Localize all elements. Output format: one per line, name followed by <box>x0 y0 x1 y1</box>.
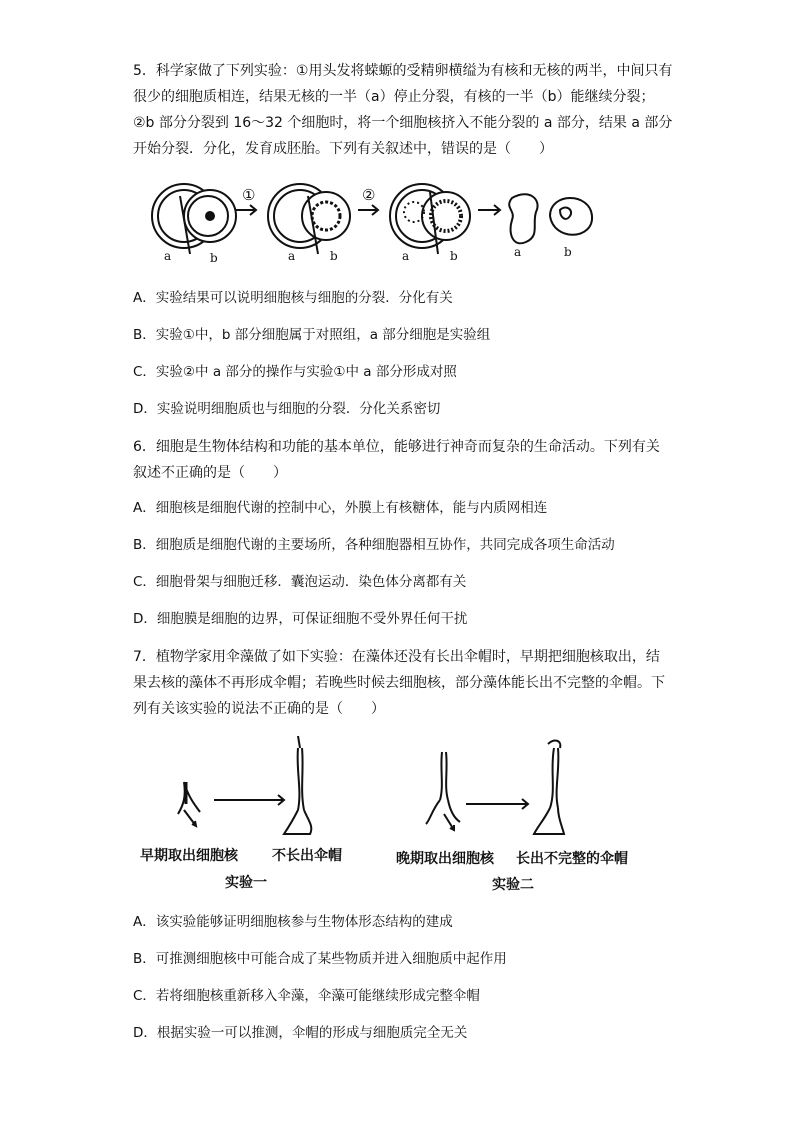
label-a-1: a <box>164 249 172 263</box>
question-7-text: 7．植物学家用伞藻做了如下实验：在藻体还没有长出伞帽时，早期把细胞核取出，结果去核的藻体不再形成伞帽；若晚些时候去细胞核，部分藻体能长出不完整的伞帽。下列有关该实验的说法不正确的是（ ） <box>133 649 665 717</box>
exp2-title: 实验二 <box>492 877 534 893</box>
label-b-3: b <box>450 249 458 263</box>
label-a-2: a <box>288 249 296 263</box>
acetabularia-experiment-figure <box>160 730 660 840</box>
question-5-text: 5．科学家做了下列实验：①用头发将蝾螈的受精卵横缢为有核和无核的两半，中间只有很少的细胞质相连，结果无核的一半（a）停止分裂，有核的一半（b）能继续分裂；②b 部分分裂到 16～32 个细胞时，将一个细胞核挤入不能分裂的 a 部分，结果 a 部分开始分裂．分化，发育成胚胎。下列有关叙述中，错误的是（ ） <box>133 63 673 157</box>
q5-option-c: C．实验②中 a 部分的操作与实验①中 a 部分形成对照 <box>133 364 457 380</box>
step-1-label: ① <box>242 186 256 204</box>
q7-option-c: C．若将细胞核重新移入伞藻，伞藻可能继续形成完整伞帽 <box>133 988 480 1004</box>
q6-option-b: B．细胞质是细胞代谢的主要场所，各种细胞器相互协作，共同完成各项生命活动 <box>133 537 615 553</box>
exp1-left-label: 早期取出细胞核 <box>140 848 238 864</box>
label-b-4: b <box>564 245 572 259</box>
q6-option-a: A．细胞核是细胞代谢的控制中心，外膜上有核糖体，能与内质网相连 <box>133 500 548 516</box>
exp2-right-label: 长出不完整的伞帽 <box>516 851 628 867</box>
step-2-label: ② <box>362 186 376 204</box>
q7-option-d: D．根据实验一可以推测，伞帽的形成与细胞质完全无关 <box>133 1025 468 1041</box>
q5-option-d: D．实验说明细胞质也与细胞的分裂．分化关系密切 <box>133 401 441 417</box>
q5-option-a: A．实验结果可以说明细胞核与细胞的分裂．分化有关 <box>133 290 453 306</box>
q6-option-c: C．细胞骨架与细胞迁移．囊泡运动．染色体分离都有关 <box>133 574 467 590</box>
label-b-1: b <box>210 251 218 264</box>
q6-option-d: D．细胞膜是细胞的边界，可保证细胞不受外界任何干扰 <box>133 611 468 627</box>
q7-option-a: A．该实验能够证明细胞核参与生物体形态结构的建成 <box>133 914 453 930</box>
exp1-right-label: 不长出伞帽 <box>272 848 342 864</box>
q7-option-b: B．可推测细胞核中可能合成了某些物质并进入细胞质中起作用 <box>133 951 507 967</box>
label-a-4: a <box>514 245 522 259</box>
newt-egg-experiment-figure <box>140 180 610 264</box>
exp1-title: 实验一 <box>225 875 267 891</box>
question-6-text: 6．细胞是生物体结构和功能的基本单位，能够进行神奇而复杂的生命活动。下列有关叙述不正确的是（ ） <box>133 439 660 481</box>
label-a-3: a <box>402 249 410 263</box>
exp2-left-label: 晚期取出细胞核 <box>396 851 494 867</box>
q5-option-b: B．实验①中，b 部分细胞属于对照组，a 部分细胞是实验组 <box>133 327 491 343</box>
label-b-2: b <box>330 249 338 263</box>
